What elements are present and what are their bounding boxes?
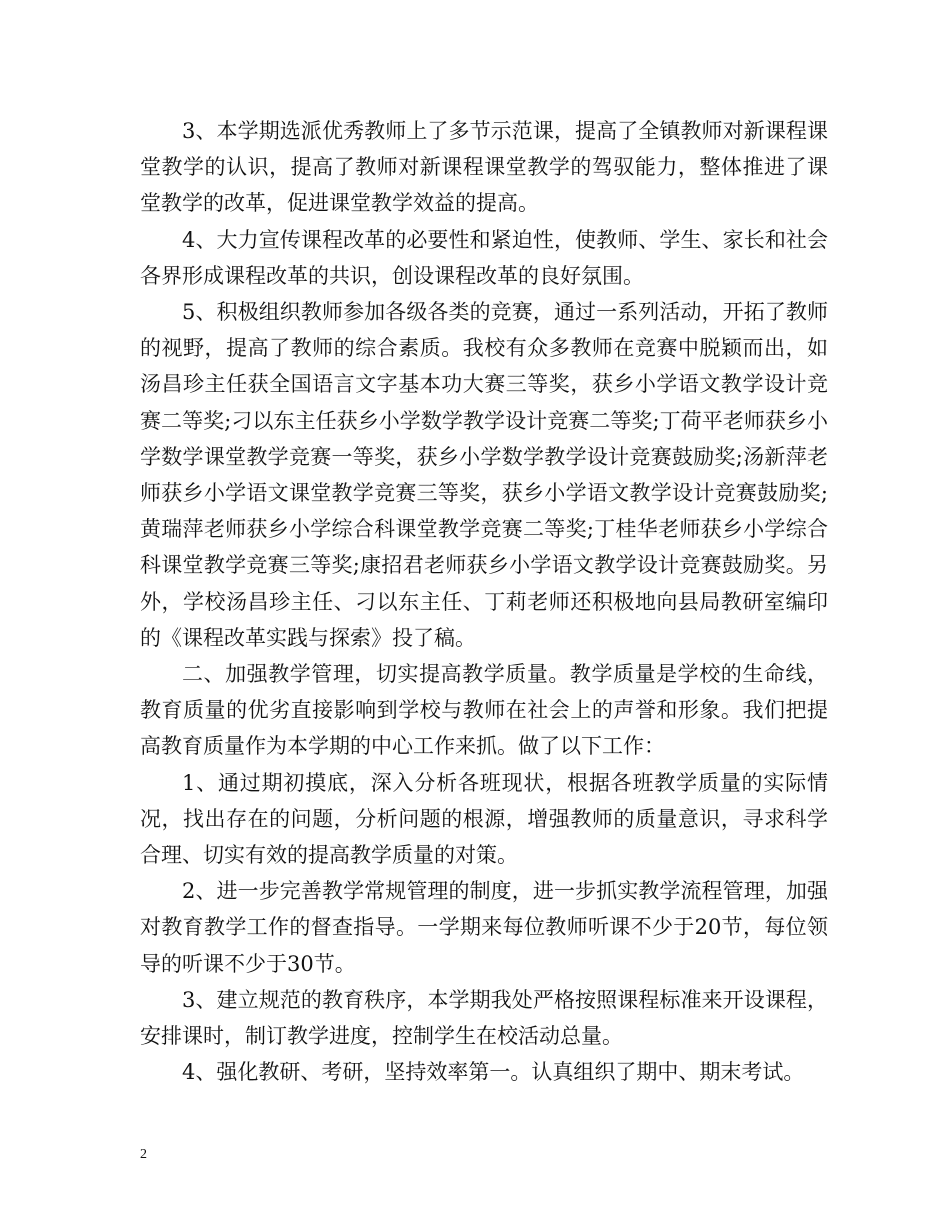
page-number: 2: [140, 1147, 147, 1162]
paragraph-routine-management: 2、进一步完善教学常规管理的制度，进一步抓实教学流程管理，加强对教育教学工作的督查指导。一学期来每位教师听课不少于20节，每位领导的听课不少于30节。: [140, 879, 828, 976]
paragraph-competitions: 5、积极组织教师参加各级各类的竞赛，通过一系列活动，开拓了教师的视野，提高了教师的综合素质。我校有众多教师在竞赛中脱颖而出，如汤昌珍主任获全国语言文字基本功大赛三等奖，获乡小学语文教学设计竞赛二等奖;刁以东主任获乡小学数学教学设计竞赛二等奖;丁荷平老师获乡小学数学课堂教学竞赛一等奖，获乡小学数学教学设计竞赛鼓励奖;汤新萍老师获乡小学语文课堂教学竞赛三等奖，获乡小学语文教学设计竞赛鼓励奖;黄瑞萍老师获乡小学综合科课堂教学竞赛二等奖;丁桂华老师获乡小学综合科课堂教学竞赛三等奖;康招君老师获乡小学语文教学设计竞赛鼓励奖。另外，学校汤昌珍主任、刁以东主任、丁莉老师还积极地向县局教研室编印的《课程改革实践与探索》投了稿。: [140, 300, 828, 650]
paragraph-teaching-management: 二、加强教学管理，切实提高教学质量。教学质量是学校的生命线，教育质量的优劣直接影响到学校与教师在社会上的声誉和形象。我们把提高教育质量作为本学期的中心工作来抓。做了以下工作：: [140, 662, 828, 759]
page-body: [140, 113, 828, 1090]
paragraph-baseline-analysis: 1、通过期初摸底，深入分析各班现状，根据各班教学质量的实际情况，找出存在的问题，分析问题的根源，增强教师的质量意识，寻求科学合理、切实有效的提高教学质量的对策。: [140, 770, 828, 868]
paragraph-publicity: 4、大力宣传课程改革的必要性和紧迫性，使教师、学生、家长和社会各界形成课程改革的共识，创设课程改革的良好氛围。: [140, 227, 828, 288]
paragraph-exams: 4、强化教研、考研，坚持效率第一。认真组织了期中、期末考试。: [182, 1060, 805, 1085]
paragraph-demo-lessons: 3、本学期选派优秀教师上了多节示范课，提高了全镇教师对新课程课堂教学的认识，提高了教师对新课程课堂教学的驾驭能力，整体推进了课堂教学的改革，促进课堂教学效益的提高。: [140, 119, 828, 216]
paragraph-teaching-order: 3、建立规范的教育秩序，本学期我处严格按照课程标准来开设课程，安排课时，制订教学进度，控制学生在校活动总量。: [140, 987, 828, 1049]
